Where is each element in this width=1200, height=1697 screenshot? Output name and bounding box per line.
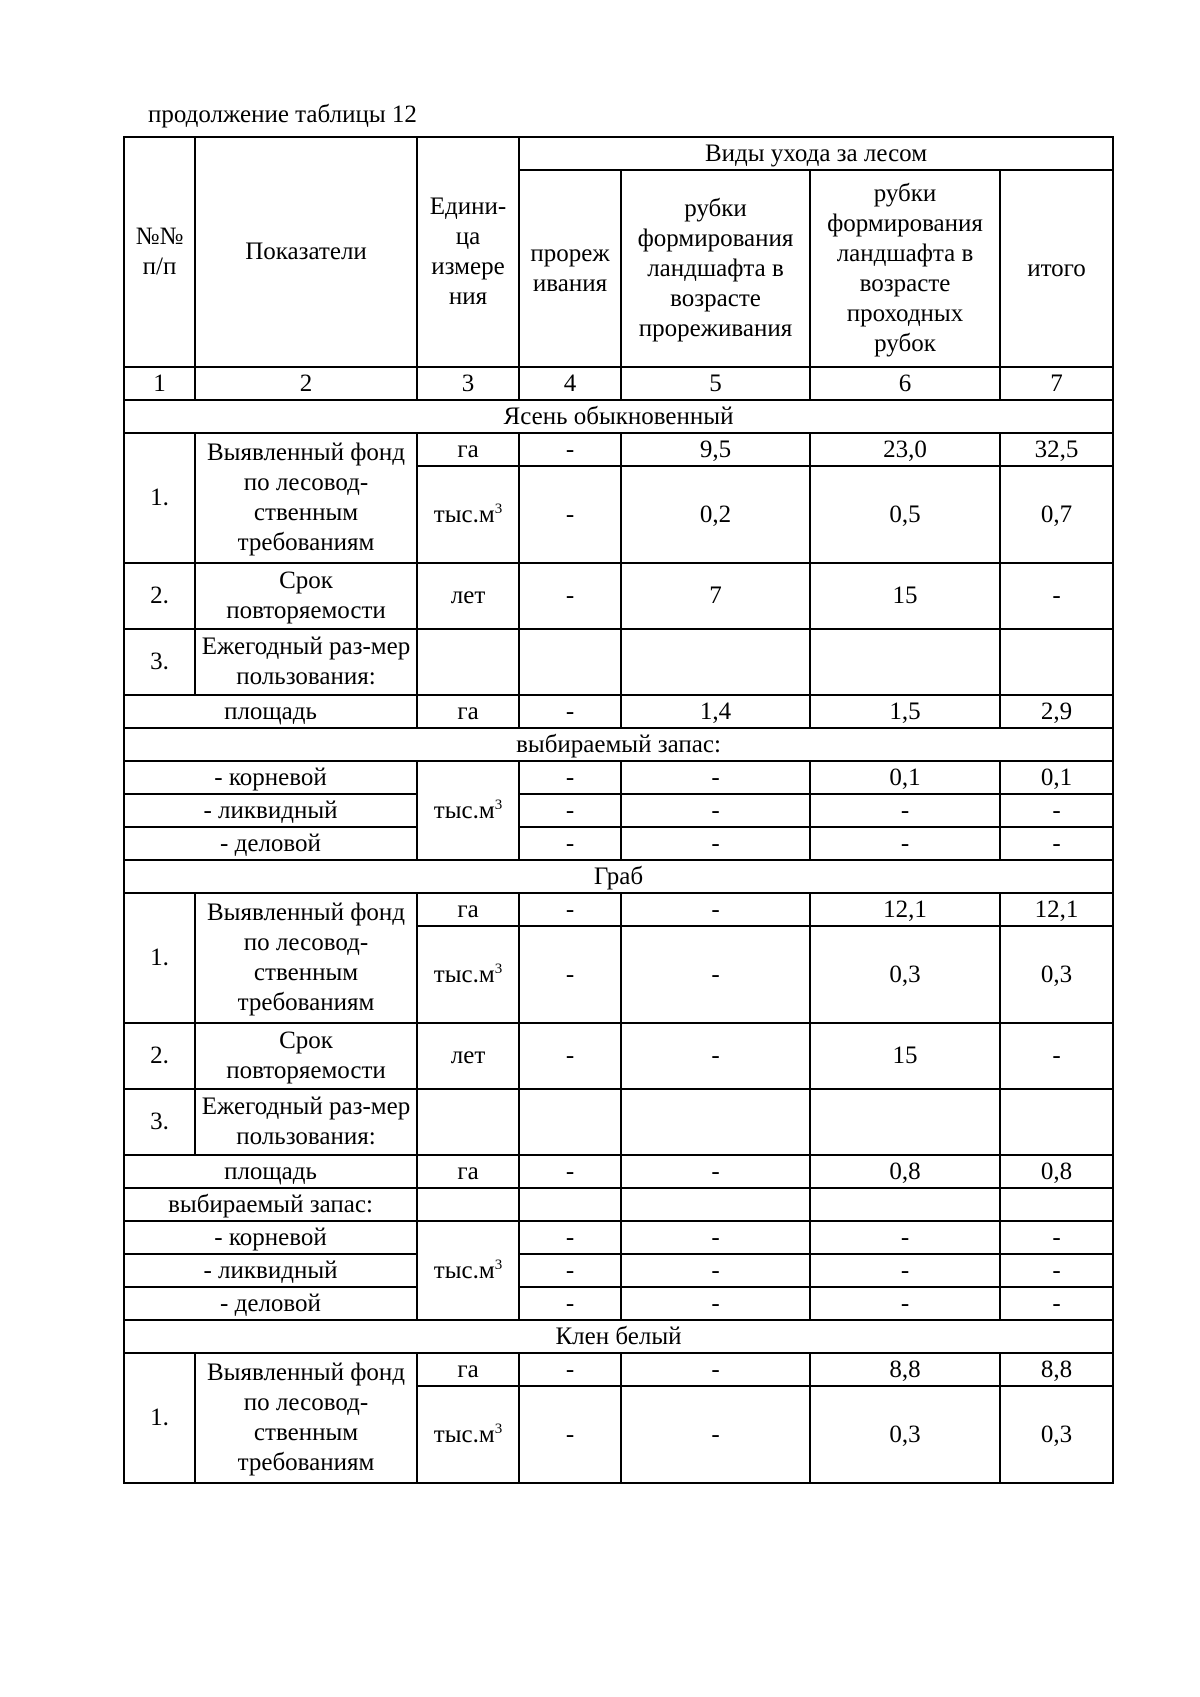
value-cell: 32,5 (1000, 433, 1113, 466)
value-cell: 2,9 (1000, 695, 1113, 728)
value-cell: - (519, 1353, 621, 1386)
label-liquid: - ликвидный (124, 794, 417, 827)
unit-text: тыс.м (433, 500, 495, 528)
empty-cell (417, 1089, 519, 1155)
unit-text: тыс.м (433, 1256, 495, 1284)
value-cell: - (810, 1221, 1000, 1254)
value-cell: - (621, 893, 810, 926)
value-cell: - (621, 1353, 810, 1386)
label-area: площадь (124, 695, 417, 728)
label-annual: Ежегодный раз-мер пользования: (195, 1089, 417, 1155)
value-cell: - (519, 893, 621, 926)
header-num: №№ п/п (124, 137, 195, 367)
unit-sup: 3 (494, 960, 503, 977)
value-cell: - (519, 827, 621, 860)
row-number: 1. (124, 1353, 195, 1483)
label-business: - деловой (124, 1287, 417, 1320)
colnum: 7 (1000, 367, 1113, 400)
value-cell: 23,0 (810, 433, 1000, 466)
value-cell: - (621, 1386, 810, 1483)
value-cell: - (810, 1287, 1000, 1320)
header-indicator: Показатели (195, 137, 417, 367)
label-stock: выбираемый запас: (124, 728, 1113, 761)
value-cell: - (1000, 1221, 1113, 1254)
value-cell: 0,3 (1000, 1386, 1113, 1483)
header-landscape-passage: рубки формирования ландшафта в возрасте проходных рубок (810, 170, 1000, 367)
unit-sup: 3 (494, 1256, 503, 1273)
value-cell: - (519, 433, 621, 466)
colnum: 1 (124, 367, 195, 400)
unit-cell: лет (417, 563, 519, 629)
colnum: 5 (621, 367, 810, 400)
value-cell: - (1000, 827, 1113, 860)
empty-cell (810, 629, 1000, 695)
unit-cell (417, 1386, 519, 1483)
empty-cell (417, 629, 519, 695)
label-period: Срок повторяемости (195, 1023, 417, 1089)
unit-cell: га (417, 1353, 519, 1386)
value-cell: - (621, 1023, 810, 1089)
value-cell: - (1000, 1023, 1113, 1089)
value-cell: - (519, 695, 621, 728)
label-business: - деловой (124, 827, 417, 860)
value-cell: 12,1 (810, 893, 1000, 926)
section-title: Ясень обыкновенный (124, 400, 1113, 433)
label-annual: Ежегодный раз-мер пользования: (195, 629, 417, 695)
value-cell: 0,7 (1000, 466, 1113, 563)
label-found: Выявленный фонд по лесовод-ственным требованиям (195, 1353, 417, 1483)
table-caption: продолжение таблицы 12 (148, 101, 417, 128)
value-cell: 8,8 (810, 1353, 1000, 1386)
section-title: Клен белый (124, 1320, 1113, 1353)
unit-text: тыс.м (433, 1420, 495, 1448)
empty-cell (1000, 1188, 1113, 1221)
empty-cell (621, 1188, 810, 1221)
value-cell: - (519, 1386, 621, 1483)
value-cell: 0,5 (810, 466, 1000, 563)
unit-sup: 3 (494, 500, 503, 517)
section-title: Граб (124, 860, 1113, 893)
empty-cell (621, 1089, 810, 1155)
row-number: 1. (124, 433, 195, 563)
value-cell: - (810, 794, 1000, 827)
label-root: - корневой (124, 761, 417, 794)
empty-cell (1000, 629, 1113, 695)
value-cell: 15 (810, 1023, 1000, 1089)
value-cell: - (519, 563, 621, 629)
value-cell: - (519, 1254, 621, 1287)
row-number: 3. (124, 629, 195, 695)
label-found: Выявленный фонд по лесовод-ственным требованиям (195, 893, 417, 1023)
value-cell: 0,3 (810, 1386, 1000, 1483)
label-period: Срок повторяемости (195, 563, 417, 629)
label-found: Выявленный фонд по лесовод-ственным требованиям (195, 433, 417, 563)
unit-cell: лет (417, 1023, 519, 1089)
unit-text: тыс.м (433, 796, 495, 824)
value-cell: - (519, 926, 621, 1023)
unit-cell: га (417, 433, 519, 466)
unit-cell (417, 926, 519, 1023)
value-cell: 0,3 (1000, 926, 1113, 1023)
value-cell: - (621, 761, 810, 794)
value-cell: - (1000, 563, 1113, 629)
unit-cell: га (417, 695, 519, 728)
value-cell: 0,8 (810, 1155, 1000, 1188)
row-number: 1. (124, 893, 195, 1023)
row-number: 3. (124, 1089, 195, 1155)
value-cell: - (519, 761, 621, 794)
colnum: 2 (195, 367, 417, 400)
value-cell: 9,5 (621, 433, 810, 466)
value-cell: 7 (621, 563, 810, 629)
value-cell: - (519, 1287, 621, 1320)
value-cell: - (621, 926, 810, 1023)
value-cell: - (810, 827, 1000, 860)
value-cell: 1,5 (810, 695, 1000, 728)
header-unit: Едини-ца измере ния (417, 137, 519, 367)
value-cell: 0,2 (621, 466, 810, 563)
value-cell: 0,3 (810, 926, 1000, 1023)
value-cell: - (621, 1155, 810, 1188)
label-liquid: - ликвидный (124, 1254, 417, 1287)
empty-cell (1000, 1089, 1113, 1155)
unit-sup: 3 (494, 796, 503, 813)
value-cell: 0,1 (810, 761, 1000, 794)
value-cell: - (519, 1221, 621, 1254)
label-area: площадь (124, 1155, 417, 1188)
value-cell: - (519, 466, 621, 563)
value-cell: - (1000, 1287, 1113, 1320)
empty-cell (519, 1089, 621, 1155)
value-cell: - (621, 1254, 810, 1287)
value-cell: - (519, 1155, 621, 1188)
value-cell: - (519, 794, 621, 827)
header-thinning: прореж ивания (519, 170, 621, 367)
forest-care-table (123, 136, 1114, 1484)
unit-cell (417, 1221, 519, 1320)
header-care-types: Виды ухода за лесом (519, 137, 1113, 170)
colnum: 3 (417, 367, 519, 400)
unit-sup: 3 (494, 1420, 503, 1437)
value-cell: - (621, 1221, 810, 1254)
header-landscape-thinning: рубки формирования ландшафта в возрасте прореживания (621, 170, 810, 367)
value-cell: - (810, 1254, 1000, 1287)
value-cell: - (621, 1287, 810, 1320)
empty-cell (810, 1188, 1000, 1221)
empty-cell (810, 1089, 1000, 1155)
label-root: - корневой (124, 1221, 417, 1254)
unit-text: тыс.м (433, 960, 495, 988)
colnum: 6 (810, 367, 1000, 400)
unit-cell: га (417, 1155, 519, 1188)
value-cell: 8,8 (1000, 1353, 1113, 1386)
row-number: 2. (124, 563, 195, 629)
label-stock: выбираемый запас: (124, 1188, 417, 1221)
colnum: 4 (519, 367, 621, 400)
empty-cell (519, 629, 621, 695)
value-cell: 1,4 (621, 695, 810, 728)
value-cell: - (621, 827, 810, 860)
unit-cell: га (417, 893, 519, 926)
empty-cell (417, 1188, 519, 1221)
header-total: итого (1000, 170, 1113, 367)
value-cell: 0,1 (1000, 761, 1113, 794)
value-cell: 15 (810, 563, 1000, 629)
row-number: 2. (124, 1023, 195, 1089)
unit-cell (417, 466, 519, 563)
value-cell: 12,1 (1000, 893, 1113, 926)
value-cell: - (1000, 1254, 1113, 1287)
empty-cell (519, 1188, 621, 1221)
empty-cell (621, 629, 810, 695)
value-cell: - (519, 1023, 621, 1089)
value-cell: 0,8 (1000, 1155, 1113, 1188)
value-cell: - (621, 794, 810, 827)
unit-cell (417, 761, 519, 860)
value-cell: - (1000, 794, 1113, 827)
